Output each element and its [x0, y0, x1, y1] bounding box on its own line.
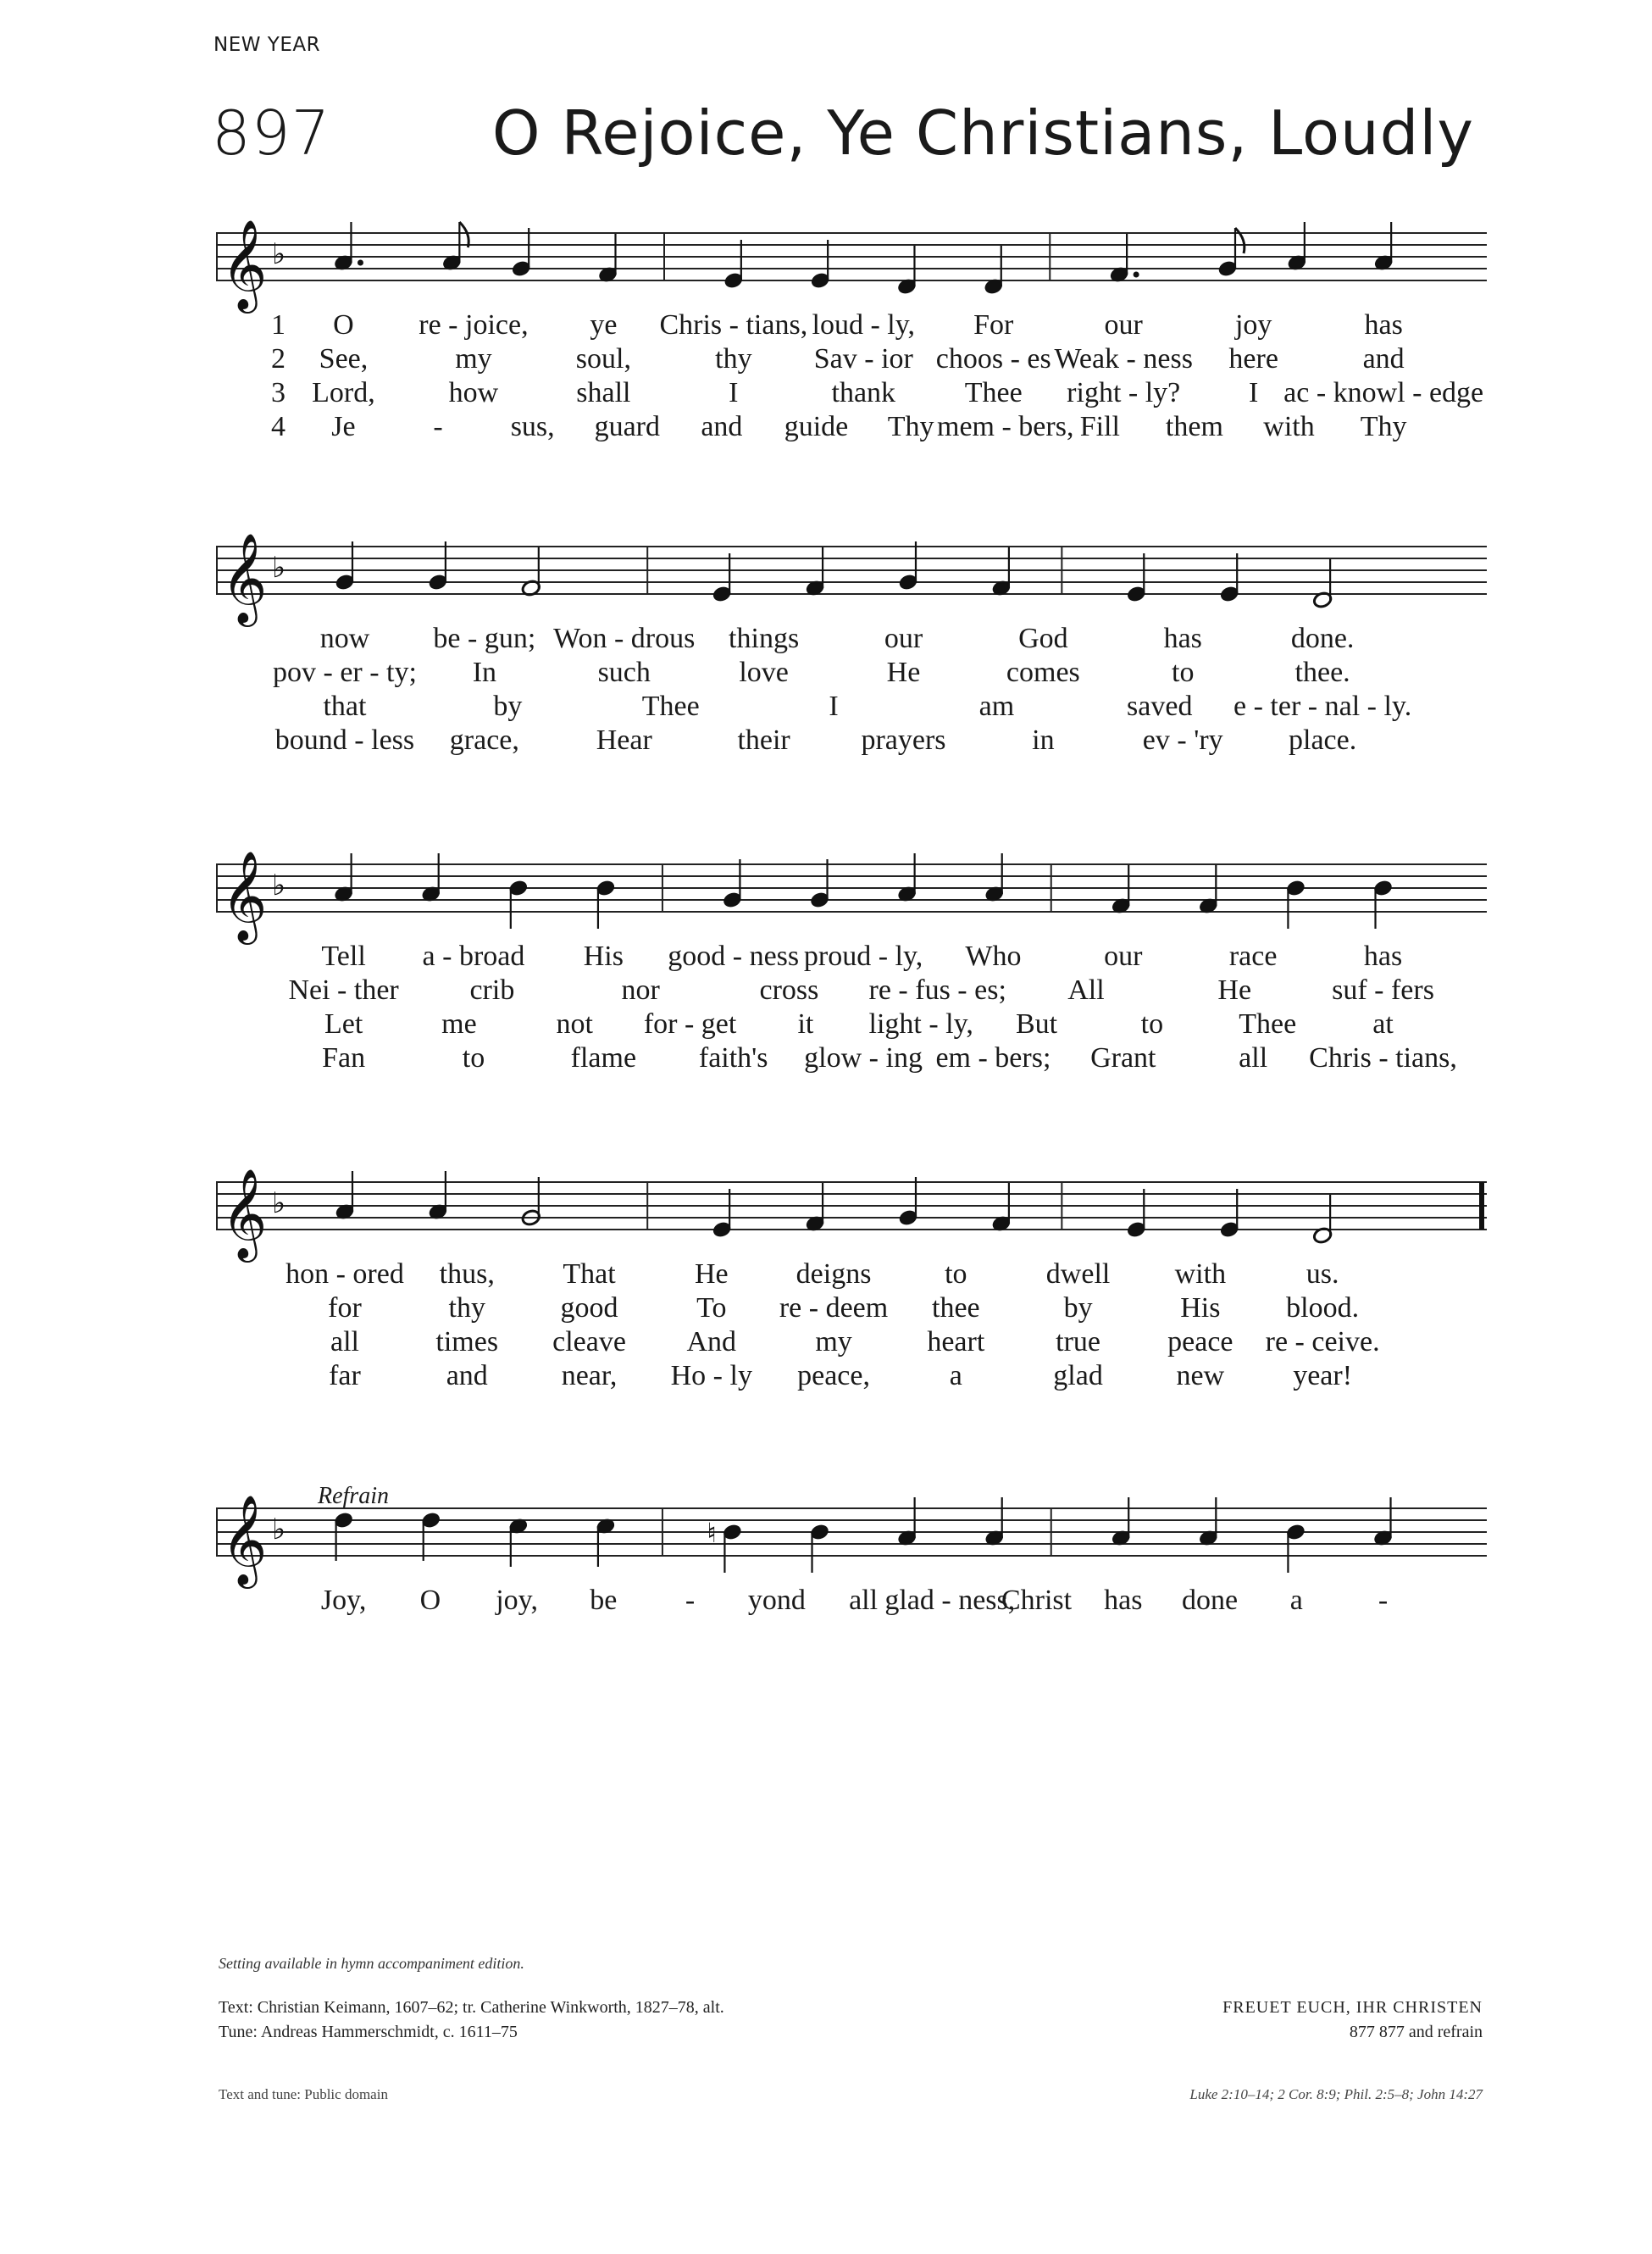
note-D4-half [1312, 1195, 1333, 1245]
lyric-word: has [1163, 623, 1202, 654]
lyric-word: to [945, 1258, 967, 1290]
note-G4-quarter [722, 859, 742, 909]
text-credit: Text: Christian Keimann, 1607–62; tr. Catherine Winkworth, 1827–78, alt. [219, 1998, 724, 2017]
lyric-word: yond [747, 1585, 806, 1616]
lyric-word: grace, [449, 724, 519, 756]
note-A4-quarter [1372, 1497, 1393, 1547]
lyric-line-verse-4 [216, 1360, 1487, 1394]
lyric-word: re - ceive. [1265, 1326, 1380, 1357]
lyric-word: sus, [510, 411, 555, 442]
lyric-word: a [949, 1360, 962, 1391]
lyric-word: my [455, 343, 492, 375]
lyric-word: with [1174, 1258, 1227, 1290]
lyric-word: O [333, 309, 354, 341]
lyric-word: it [797, 1008, 814, 1040]
treble-clef-icon: 𝄞 [221, 1168, 268, 1258]
treble-clef-icon: 𝄞 [221, 850, 268, 941]
lyric-word: far [329, 1360, 361, 1391]
lyric-line-verse-2 [216, 1292, 1487, 1326]
lyric-word: for [328, 1292, 362, 1324]
lyric-word: things [729, 623, 800, 654]
lyric-word: has [1104, 1585, 1143, 1616]
verse-number: 4 [271, 411, 285, 442]
lyric-word: Let [324, 1008, 363, 1040]
lyric-word: a - broad [422, 941, 525, 972]
lyric-word: Nei - ther [288, 974, 399, 1006]
lyric-word: all [849, 1585, 879, 1616]
lyric-word: and [701, 411, 743, 442]
lyric-word: deigns [796, 1258, 872, 1290]
lyric-word: by [493, 691, 523, 722]
lyric-word: Je [331, 411, 356, 442]
note-A4-quarter [1111, 1497, 1131, 1547]
note-F4-quarter [597, 234, 618, 284]
lyric-word: our [1104, 309, 1143, 341]
music-system-refrain [216, 1483, 1487, 1771]
lyric-word: their [737, 724, 790, 756]
staff [216, 530, 1487, 631]
lyric-word: In [472, 657, 497, 688]
note-G4-quarter [428, 541, 448, 591]
meter: 877 877 and refrain [1349, 2023, 1483, 2041]
lyric-word: right - ly? [1067, 377, 1181, 408]
lyric-word: mem - bers, [936, 411, 1074, 442]
key-signature-flat-icon: ♭ [272, 1186, 286, 1220]
lyric-word: thy [448, 1292, 485, 1324]
lyric-line-verse-2 [216, 343, 1487, 377]
lyric-word: my [815, 1326, 852, 1357]
lyric-word: em - bers; [935, 1042, 1051, 1074]
lyric-word: race [1228, 941, 1278, 972]
note-D5-quarter [421, 1511, 441, 1561]
note-F4-quarter [1111, 865, 1131, 915]
lyric-word: at [1372, 1008, 1394, 1040]
tune-info [1222, 1996, 1483, 2045]
lyric-word: peace, [797, 1360, 870, 1391]
lyric-word: and [1362, 343, 1405, 375]
lyric-word: O [419, 1585, 441, 1616]
lyric-word: has [1363, 941, 1403, 972]
note-A4-quarter [428, 1171, 448, 1221]
lyric-word: for - get [643, 1008, 737, 1040]
lyric-word: I [829, 691, 839, 722]
lyric-word: year! [1293, 1360, 1353, 1391]
note-G4-quarter [898, 541, 918, 591]
lyric-word: Lord, [312, 377, 375, 408]
music-system-2 [216, 530, 1487, 809]
lyric-word: He [694, 1258, 729, 1290]
lyric-word: Christ [1001, 1585, 1073, 1616]
lyric-word: Joy, [320, 1585, 367, 1616]
note-A4-quarter [897, 853, 917, 903]
note-Bb4-quarter [508, 879, 529, 929]
note-F4-dotted-quarter [1109, 234, 1139, 284]
verse-number: 2 [271, 343, 285, 375]
note-E4-quarter [810, 240, 830, 290]
note-E4-quarter [712, 1189, 732, 1239]
lyric-line-verse-1 [216, 1258, 1487, 1292]
lyric-word: choos - es [935, 343, 1051, 375]
lyric-word: suf - fers [1332, 974, 1434, 1006]
note-G4-half [521, 1177, 541, 1227]
lyric-word: to [1140, 1008, 1164, 1040]
note-G4-quarter [511, 228, 531, 278]
music-system-1 [216, 216, 1487, 496]
lyric-line-verse-4 [216, 1042, 1487, 1076]
note-A4-quarter [984, 1497, 1005, 1547]
lyric-line-verse-3 [216, 377, 1487, 411]
lyric-word: joy [1234, 309, 1272, 341]
svg-text:♮: ♮ [707, 1517, 717, 1549]
lyric-line-verse-2 [216, 657, 1487, 691]
lyric-word: Weak - ness [1054, 343, 1193, 375]
note-A4-quarter [421, 853, 441, 903]
lyric-word: - [1378, 1585, 1389, 1616]
lyric-word: re - fus - es; [868, 974, 1006, 1006]
lyric-word: here [1228, 343, 1278, 375]
lyric-word: His [583, 941, 624, 972]
lyric-word: glow - ing [804, 1042, 923, 1074]
lyric-word: ye [590, 309, 618, 341]
hymn-title: O Rejoice, Ye Christians, Loudly [491, 97, 1474, 169]
lyric-word: Thy [887, 411, 934, 442]
note-E4-quarter [1126, 1189, 1146, 1239]
lyric-word: light - ly, [868, 1008, 973, 1040]
lyric-word: all [330, 1326, 359, 1357]
lyric-word: flame [570, 1042, 637, 1074]
lyric-word: All [1067, 974, 1105, 1006]
lyric-word: Thy [1360, 411, 1407, 442]
lyric-word: Who [965, 941, 1022, 972]
lyric-word: hon - ored [285, 1258, 404, 1290]
credits [219, 1996, 724, 2045]
copyright: Text and tune: Public domain [219, 2086, 388, 2102]
lyric-word: ev - 'ry [1142, 724, 1223, 756]
note-Bb4-quarter [1285, 1523, 1306, 1573]
lyric-word: true [1056, 1326, 1101, 1357]
lyric-word: near, [561, 1360, 618, 1391]
lyric-word: our [1104, 941, 1143, 972]
lyric-word: guide [784, 411, 849, 442]
lyric-word: such [597, 657, 651, 688]
lyric-word: glad [1053, 1360, 1103, 1391]
lyric-word: cleave [552, 1326, 626, 1357]
lyric-word: thee [931, 1292, 980, 1324]
lyric-word: with [1263, 411, 1315, 442]
lyric-word: all [1239, 1042, 1268, 1074]
lyric-word: Won - drous [553, 623, 696, 654]
lyric-line-verse-4 [216, 411, 1487, 445]
lyric-word: dwell [1045, 1258, 1111, 1290]
lyric-line-verse-1 [216, 309, 1487, 343]
lyric-word: thank [831, 377, 896, 408]
lyric-word: and [446, 1360, 488, 1391]
staff [216, 1165, 1487, 1267]
note-Bb4-quarter [1372, 879, 1393, 929]
lyric-word: now [319, 623, 370, 654]
hymn-number: 897 [212, 97, 331, 169]
note-E4-quarter [1219, 553, 1239, 603]
lyric-word: blood. [1286, 1292, 1360, 1324]
treble-clef-icon: 𝄞 [221, 1494, 268, 1585]
note-A4-quarter [897, 1497, 917, 1547]
lyric-word: shall [576, 377, 631, 408]
lyric-word: good - ness [668, 941, 800, 972]
staff [216, 216, 1487, 318]
note-F4-quarter [805, 1183, 825, 1233]
lyric-word: thee. [1294, 657, 1350, 688]
note-D4-quarter [984, 246, 1004, 296]
lyric-line-verse-3 [216, 691, 1487, 724]
note-A4-dotted-quarter [333, 222, 363, 272]
lyric-word: glad - ness, [884, 1585, 1016, 1616]
lyric-word: faith's [698, 1042, 768, 1074]
treble-clef-icon: 𝄞 [221, 219, 268, 309]
key-signature-flat-icon: ♭ [272, 1513, 286, 1546]
lyric-word: that [323, 691, 367, 722]
lyric-word: done. [1290, 623, 1355, 654]
lyric-word: soul, [575, 343, 631, 375]
lyric-word: a [1289, 1585, 1303, 1616]
note-A4-quarter [334, 853, 354, 903]
lyric-word: am [978, 691, 1015, 722]
staff [216, 1491, 1487, 1593]
note-G4-quarter [898, 1177, 918, 1227]
note-G4-eighth [1217, 228, 1245, 278]
key-signature-flat-icon: ♭ [272, 237, 286, 271]
lyric-word: cross [759, 974, 819, 1006]
lyric-word: good [560, 1292, 618, 1324]
lyric-word: loud - ly, [812, 309, 916, 341]
lyric-word: Fill [1079, 411, 1120, 442]
note-D4-quarter [896, 246, 917, 296]
note-C5-quarter [596, 1517, 616, 1567]
lyric-word: be - gun; [433, 623, 536, 654]
lyric-word: re - deem [779, 1292, 889, 1324]
lyric-word: Ho - ly [670, 1360, 752, 1391]
section-heading: NEW YEAR [213, 34, 321, 56]
lyric-word: done [1181, 1585, 1239, 1616]
lyric-word: thy [715, 343, 752, 375]
note-F4-quarter [1198, 865, 1218, 915]
lyric-word: by [1063, 1292, 1093, 1324]
note-F4-quarter [991, 1183, 1012, 1233]
note-A4-eighth [441, 222, 468, 272]
lyric-word: God [1018, 623, 1068, 654]
lyric-word: bound - less [274, 724, 415, 756]
lyric-word: Thee [964, 377, 1023, 408]
lyric-word: them [1165, 411, 1223, 442]
note-E4-quarter [1126, 553, 1146, 603]
lyric-word: e - ter - nal - ly. [1233, 691, 1412, 722]
lyric-line-verse-1 [216, 941, 1487, 974]
lyric-word: how [448, 377, 499, 408]
lyric-word: heart [927, 1326, 985, 1357]
lyric-word: pov - er - ty; [272, 657, 417, 688]
lyric-line-verse-1 [216, 623, 1487, 657]
lyric-word: Tell [321, 941, 366, 972]
lyric-word: peace [1167, 1326, 1233, 1357]
note-A4-quarter [335, 1171, 355, 1221]
key-signature-flat-icon: ♭ [272, 869, 286, 902]
music-system-4 [216, 1165, 1487, 1445]
lyric-word: love [739, 657, 789, 688]
treble-clef-icon: 𝄞 [221, 532, 268, 623]
lyric-word: To [696, 1292, 727, 1324]
note-E4-quarter [1219, 1189, 1239, 1239]
lyric-line-verse-2 [216, 974, 1487, 1008]
lyric-word: to [462, 1042, 485, 1074]
lyric-word: new [1176, 1360, 1225, 1391]
lyric-word: - [433, 411, 443, 442]
lyric-word: His [1180, 1292, 1221, 1324]
lyric-word: Thee [641, 691, 700, 722]
lyric-word: See, [319, 343, 369, 375]
lyric-word: our [884, 623, 923, 654]
lyric-word: place. [1289, 724, 1357, 756]
lyric-word: me [441, 1008, 477, 1040]
lyric-word: crib [469, 974, 515, 1006]
lyric-word: comes [1006, 657, 1080, 688]
note-A4-quarter [984, 853, 1005, 903]
lyric-word: ac - knowl - edge [1283, 377, 1484, 408]
lyric-word: saved [1127, 691, 1193, 722]
setting-note: Setting available in hymn accompaniment edition. [219, 1955, 524, 1972]
note-D5-quarter [334, 1511, 354, 1561]
lyric-word: in [1032, 724, 1055, 756]
lyric-word: nor [621, 974, 660, 1006]
lyric-line-verse-1 [216, 1585, 1487, 1618]
lyric-word: That [563, 1258, 616, 1290]
lyric-word: joy, [496, 1585, 538, 1616]
lyric-word: Chris - tians, [1309, 1042, 1457, 1074]
lyric-word: Hear [596, 724, 652, 756]
lyric-word: And [686, 1326, 737, 1357]
lyric-word: I [729, 377, 739, 408]
lyric-word: - [685, 1585, 696, 1616]
lyric-word: not [556, 1008, 593, 1040]
note-E4-quarter [712, 553, 732, 603]
lyric-word: prayers [861, 724, 946, 756]
lyric-word: He [1217, 974, 1252, 1006]
verse-number: 3 [271, 377, 285, 408]
note-Bb4-quarter [809, 1523, 829, 1573]
lyric-word: But [1015, 1008, 1058, 1040]
lyric-line-verse-4 [216, 724, 1487, 758]
tune-credit: Tune: Andreas Hammerschmidt, c. 1611–75 [219, 2023, 518, 2041]
tune-name: FREUET EUCH, IHR CHRISTEN [1222, 1998, 1483, 2017]
scripture-references: Luke 2:10–14; 2 Cor. 8:9; Phil. 2:5–8; John 14:27 [1189, 2086, 1483, 2102]
refrain-label: Refrain [318, 1483, 389, 1509]
verse-number: 1 [271, 309, 285, 341]
note-D4-half [1312, 559, 1333, 609]
lyric-word: times [435, 1326, 499, 1357]
lyric-word: Fan [322, 1042, 366, 1074]
lyric-word: I [1249, 377, 1259, 408]
note-F4-quarter [991, 547, 1012, 597]
lyric-word: has [1364, 309, 1403, 341]
lyric-word: thus, [439, 1258, 495, 1290]
note-G4-quarter [809, 859, 829, 909]
note-A4-quarter [1287, 222, 1307, 272]
lyric-word: Thee [1239, 1008, 1297, 1040]
note-E4-quarter [723, 240, 744, 290]
lyric-word: Sav - ior [813, 343, 913, 375]
note-Bb4-quarter [596, 879, 616, 929]
lyric-word: He [886, 657, 921, 688]
note-A4-quarter [1198, 1497, 1218, 1547]
lyric-line-verse-3 [216, 1008, 1487, 1042]
note-F4-half [521, 547, 541, 597]
lyric-word: guard [594, 411, 660, 442]
staff [216, 847, 1487, 949]
note-A4-quarter [1373, 222, 1394, 272]
music-system-3 [216, 847, 1487, 1127]
lyric-word: be [590, 1585, 618, 1616]
lyric-word: re - joice, [419, 309, 529, 341]
lyric-line-verse-3 [216, 1326, 1487, 1360]
key-signature-flat-icon: ♭ [272, 551, 286, 585]
lyric-word: to [1172, 657, 1195, 688]
lyric-word: For [973, 309, 1014, 341]
note-F4-quarter [805, 547, 825, 597]
lyric-word: proud - ly, [803, 941, 923, 972]
lyric-word: Chris - tians, [659, 309, 808, 341]
lyric-word: Grant [1090, 1042, 1156, 1074]
note-Bb4-quarter [1285, 879, 1306, 929]
lyric-word: us. [1306, 1258, 1339, 1290]
note-C5-quarter [508, 1517, 529, 1567]
note-G4-quarter [335, 541, 355, 591]
